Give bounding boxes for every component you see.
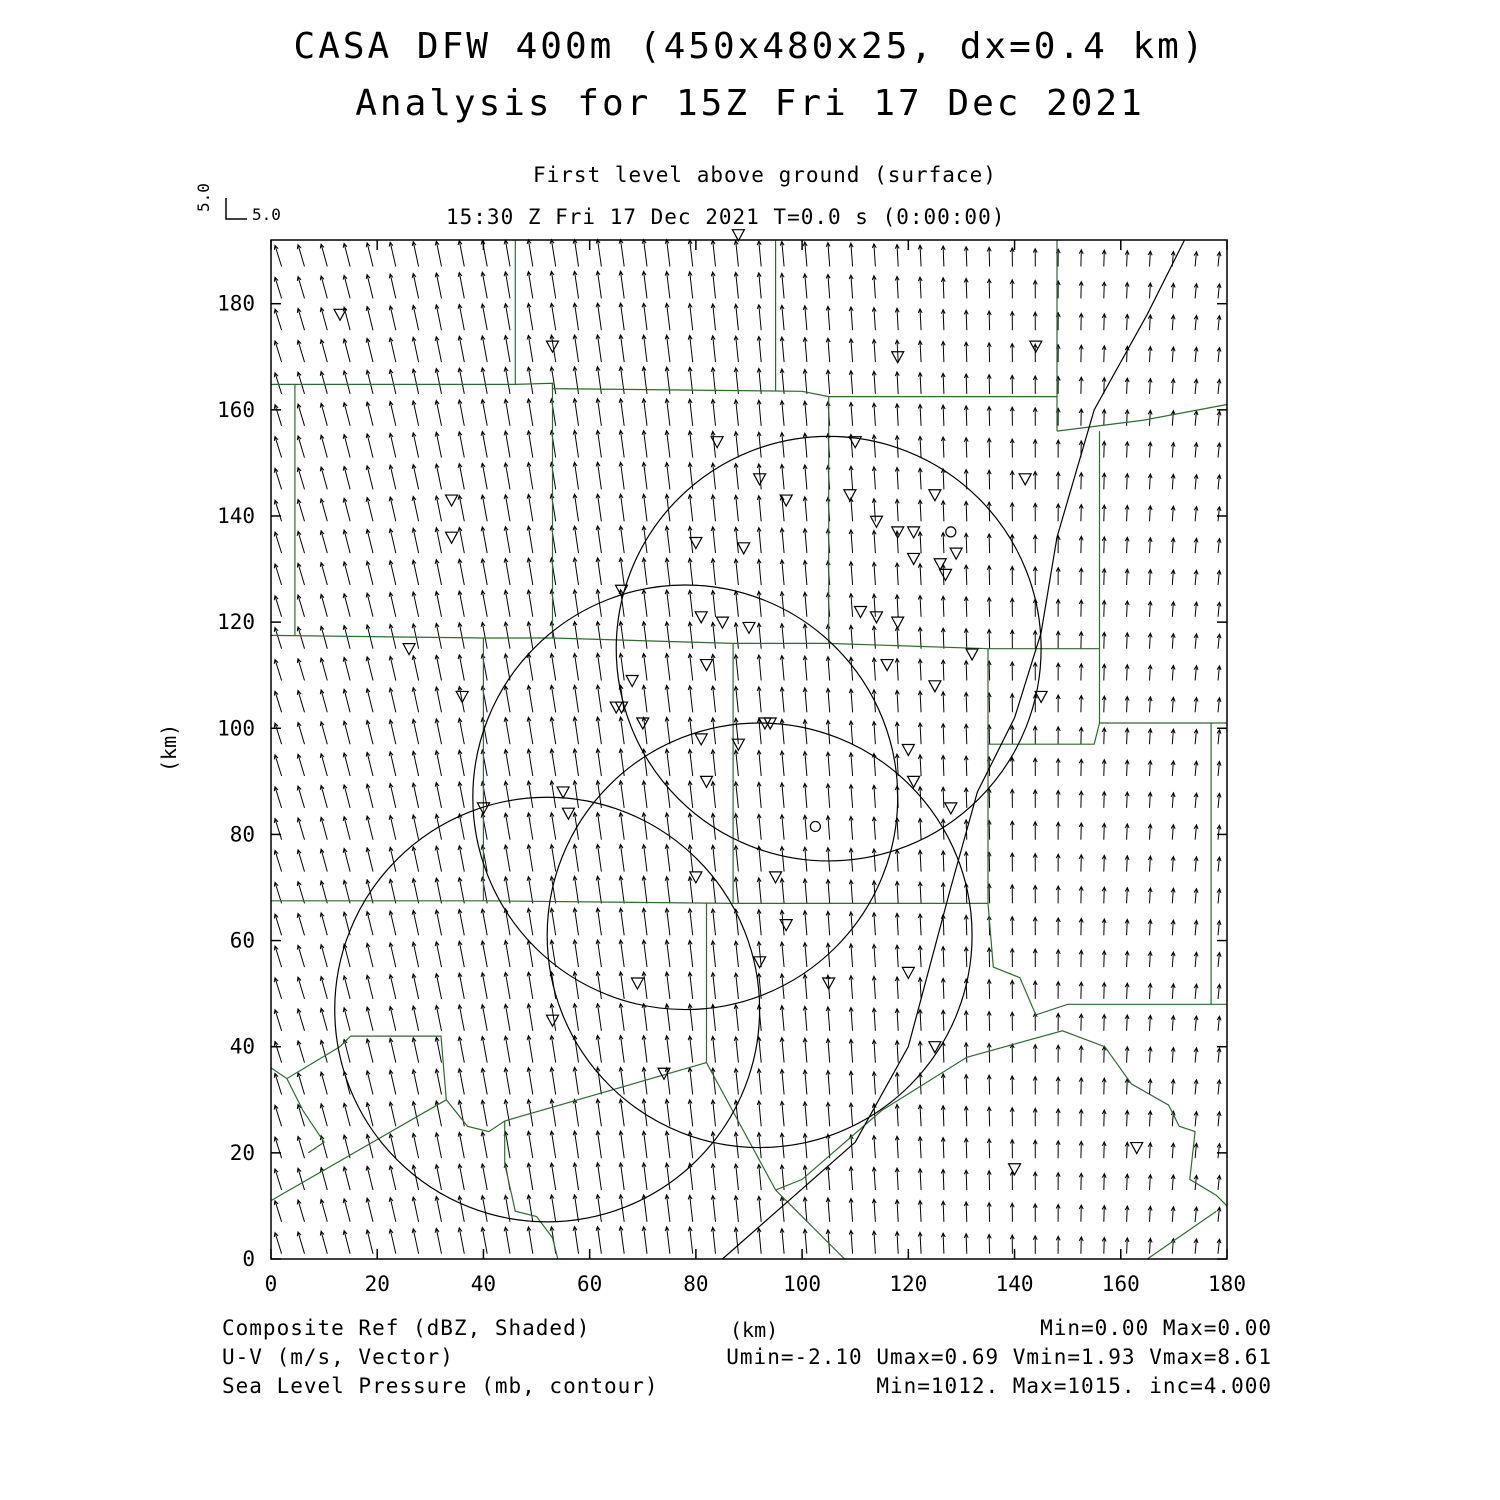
station-marker — [902, 745, 914, 756]
x-tick-label: 20 — [364, 1272, 390, 1296]
y-tick-label: 180 — [217, 291, 255, 316]
county-line — [776, 1031, 1227, 1206]
station-marker — [1030, 341, 1042, 352]
map-title-line-2: Analysis for 15Z Fri 17 Dec 2021 — [355, 83, 1145, 124]
station-marker — [732, 230, 744, 241]
station-marker — [1009, 1164, 1021, 1175]
x-tick-label: 80 — [683, 1272, 709, 1296]
pressure-isobar — [722, 240, 1184, 1259]
station-marker — [1131, 1143, 1143, 1154]
y-tick-label: 140 — [217, 503, 255, 528]
station-marker — [690, 872, 702, 883]
station-marker — [403, 644, 415, 655]
station-marker — [546, 1015, 558, 1026]
station-marker — [446, 495, 458, 506]
county-line — [1147, 1211, 1216, 1259]
stats-shaded: Min=0.00 Max=0.00 — [1040, 1316, 1272, 1340]
station-marker — [562, 808, 574, 819]
vector-scale-u-label: 5.0 — [252, 205, 281, 224]
station-marker — [908, 776, 920, 787]
x-tick-label: 120 — [889, 1272, 928, 1296]
vector-scale-key — [226, 198, 247, 219]
station-marker — [892, 617, 904, 628]
x-tick-label: 0 — [264, 1272, 278, 1296]
station-marker — [701, 776, 713, 787]
county-line — [1057, 405, 1227, 432]
valid-time-label: 15:30 Z Fri 17 Dec 2021 T=0.0 s (0:00:00) — [446, 205, 1006, 229]
stats-vector: Umin=-2.10 Umax=0.69 Vmin=1.93 Vmax=8.61 — [726, 1345, 1272, 1369]
station-marker — [557, 787, 569, 798]
station-marker — [870, 612, 882, 623]
station-marker — [908, 553, 920, 564]
county-line — [271, 901, 988, 904]
y-tick-label: 80 — [229, 822, 255, 847]
station-marker — [881, 660, 893, 671]
y-tick-label: 0 — [242, 1247, 255, 1271]
county-line — [271, 903, 707, 1131]
x-tick-label: 180 — [1208, 1272, 1246, 1296]
vector-scale-v-label: 5.0 — [194, 183, 213, 212]
station-marker — [780, 920, 792, 931]
station-marker — [711, 437, 723, 448]
station-marker — [950, 548, 962, 559]
station-marker — [716, 617, 728, 628]
station-marker — [929, 1042, 941, 1053]
y-tick-label: 100 — [217, 716, 255, 741]
station-marker — [1019, 474, 1031, 485]
y-tick-label: 120 — [217, 610, 255, 635]
station-marker — [940, 569, 952, 580]
county-line — [988, 903, 1227, 1015]
y-tick-label: 60 — [229, 928, 255, 953]
station-marker — [770, 872, 782, 883]
station-marker — [446, 532, 458, 543]
legend-vector-field: U-V (m/s, Vector) — [222, 1345, 454, 1369]
x-tick-label: 160 — [1101, 1272, 1140, 1296]
x-tick-label: 40 — [470, 1272, 497, 1296]
station-marker — [870, 516, 882, 527]
radar-center-marker — [810, 821, 820, 831]
x-tick-label: 60 — [577, 1272, 603, 1296]
level-label: First level above ground (surface) — [533, 163, 997, 187]
station-marker — [631, 978, 643, 989]
station-marker — [929, 681, 941, 692]
y-tick-label: 160 — [217, 397, 255, 422]
station-marker — [844, 490, 856, 501]
wind-vector-field — [274, 239, 1221, 1253]
station-marker — [695, 734, 707, 745]
y-axis-label: (km) — [157, 723, 181, 772]
stats-contour: Min=1012. Max=1015. inc=4.000 — [876, 1374, 1272, 1398]
station-marker — [738, 543, 750, 554]
legend-contour-field: Sea Level Pressure (mb, contour) — [222, 1374, 659, 1398]
vector-scale-arrow — [226, 198, 247, 219]
station-marker — [929, 490, 941, 501]
map-title-line-1: CASA DFW 400m (450x480x25, dx=0.4 km) — [293, 26, 1207, 67]
station-marker — [695, 612, 707, 623]
station-marker — [966, 649, 978, 660]
station-marker — [743, 622, 755, 633]
station-marker — [626, 676, 638, 687]
county-line — [988, 723, 1100, 744]
station-marker — [908, 527, 920, 538]
county-line — [807, 1222, 844, 1259]
station-marker — [934, 559, 946, 570]
station-marker — [855, 607, 867, 618]
wind-vectors — [274, 239, 1221, 1253]
x-axis-label: (km) — [730, 1318, 779, 1342]
y-tick-label: 40 — [229, 1034, 255, 1059]
legend-shaded-field: Composite Ref (dBZ, Shaded) — [222, 1316, 591, 1340]
county-line — [287, 1079, 324, 1153]
radar-center-marker — [946, 527, 956, 537]
county-line — [271, 383, 1057, 396]
station-marker — [945, 803, 957, 814]
county-line — [1100, 431, 1228, 723]
x-tick-label: 100 — [783, 1272, 822, 1296]
x-tick-label: 140 — [995, 1272, 1034, 1296]
station-marker — [334, 309, 346, 320]
county-line — [505, 1121, 558, 1259]
county-line — [271, 1100, 446, 1201]
y-tick-label: 20 — [229, 1140, 255, 1165]
station-marker — [701, 660, 713, 671]
station-marker — [902, 967, 914, 978]
